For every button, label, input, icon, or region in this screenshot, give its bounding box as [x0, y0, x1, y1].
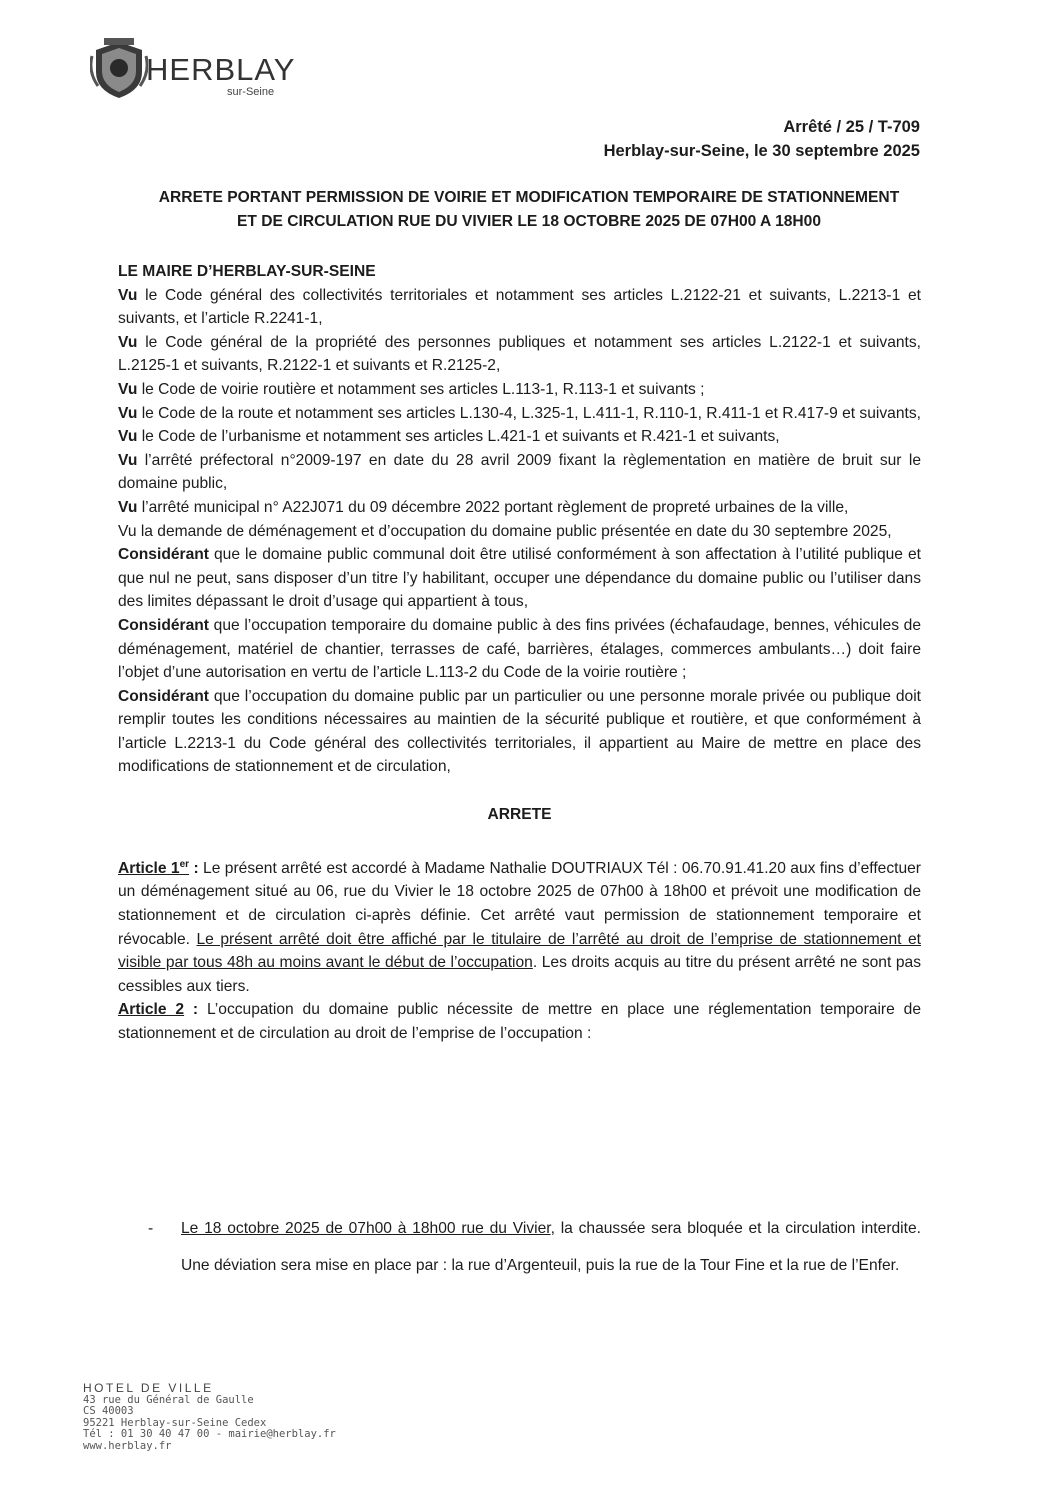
- preamble-text: le Code général des collectivités territoriales et notamment ses articles L.2122-21 et suivants, L.2213-1 et suivants, et l’article R.2241-1,: [118, 286, 921, 328]
- reference-block: [604, 115, 920, 163]
- preamble-lead: Vu: [118, 380, 138, 398]
- preamble-lead: Vu: [118, 498, 138, 516]
- preamble-text: Vu la demande de déménagement et d’occupation du domaine public présentée en date du 30 septembre 2025,: [118, 522, 892, 540]
- preamble-lead: Vu: [118, 333, 138, 351]
- article-1-label: Article 1er: [118, 858, 190, 877]
- preamble-text: que l’occupation temporaire du domaine public à des fins privées (échafaudage, bennes, véhicules de déménagement, matériel de chantier, terrasses de café, barrières, étalages, commerces ambulants…) doit faire l’objet d’une autorisation en vertu de l’article L.113-2 du Code de la voirie routière ;: [118, 616, 921, 682]
- preamble-item: [118, 425, 921, 449]
- preamble-text: l’arrêté préfectoral n°2009-197 en date du 28 avril 2009 fixant la règlementation en matière de bruit sur le domaine public,: [118, 451, 921, 493]
- footer-hotel-de-ville: HOTEL DE VILLE: [83, 1381, 214, 1395]
- article-2-text: L’occupation du domaine public nécessite de mettre en place une réglementation temporaire de stationnement et de circulation au droit de l’emprise de l’occupation :: [118, 1001, 921, 1042]
- arrete-heading: ARRETE: [487, 806, 552, 824]
- footer-cs: CS 40003: [83, 1405, 134, 1418]
- preamble-lead: Considérant: [118, 546, 209, 564]
- footer-contact: Tél : 01 30 40 47 00 - mairie@herblay.fr: [83, 1428, 336, 1441]
- title-line-2: ET DE CIRCULATION RUE DU VIVIER LE 18 OCTOBRE 2025 DE 07H00 A 18H00: [236, 213, 822, 230]
- arrete-reference: Arrêté / 25 / T-709: [783, 118, 920, 136]
- mayor-heading: LE MAIRE D’HERBLAY-SUR-SEINE: [118, 263, 376, 280]
- preamble-text: que l’occupation du domaine public par un particulier ou une personne morale privée ou publique doit remplir toutes les conditions nécessaires au maintien de la sécurité publique et routière, et que conformément à l’article L.2213-1 du Code général des collectivités territoriales, il appartient au Maire de mettre en place des modifications de stationnement et de circulation,: [118, 687, 921, 776]
- place-date: Herblay-sur-Seine, le 30 septembre 2025: [603, 142, 920, 160]
- article-2: Article 2 : L’occupation du domaine public nécessite de mettre en place une réglementation temporaire de stationnement et de circulation au droit de l’emprise de l’occupation :: [118, 1001, 921, 1042]
- preamble-item: [118, 614, 921, 685]
- list-dash: -: [148, 1220, 154, 1237]
- preamble-item: [118, 284, 921, 331]
- preamble-item: [118, 402, 921, 426]
- preamble-text: le Code général de la propriété des personnes publiques et notamment ses articles L.2122-1 et suivants, L.2125-1 et suivants, R.2122-1 et suivants et R.2125-2,: [118, 333, 921, 375]
- preamble-lead: Vu: [118, 404, 138, 422]
- herblay-logo: [90, 36, 330, 102]
- preamble-item: [118, 449, 921, 496]
- footer-website: www.herblay.fr: [83, 1439, 172, 1452]
- preamble-item: [118, 543, 921, 614]
- measure-date-place: Le 18 octobre 2025 de 07h00 à 18h00 rue du Vivier: [181, 1220, 551, 1237]
- article-1: Article 1er : Le présent arrêté est accordé à Madame Nathalie DOUTRIAUX Tél : 06.70.91.41.20 aux fins d’effectuer un déménagement situé au 06, rue du Vivier le 18 octobre 2025 de 07h00 à 18h00 et prévoit une modification de stationnement et de circulation ci-après définie. Cet arrêté vaut permission de stationnement temporaire et révocable. Le présent arrêté doit être affiché par le titulaire de l’arrêté au droit de l’emprise de stationnement et visible par tous 48h au moins avant le début de l’occupation. Les droits acquis au titre du présent arrêté ne sont pas cessibles aux tiers.: [118, 858, 921, 995]
- article-1-text: Le présent arrêté est accordé à Madame Nathalie DOUTRIAUX Tél : 06.70.91.41.20 aux fins d’effectuer un déménagement situé au 06, rue du Vivier le 18 octobre 2025 de 07h00 à 18h00 et prévoit une modification de stationnement et de circulation ci-après définie. Cet arrêté vaut permission de stationnement temporaire et révocable.: [118, 859, 921, 948]
- document-body: [118, 260, 921, 1046]
- article-2-label: Article 2: [118, 1001, 185, 1019]
- traffic-measure-item: [148, 1210, 921, 1284]
- document-title: [118, 186, 940, 234]
- preamble-text: que le domaine public communal doit être utilisé conformément à son affectation à l’utilité publique et que nul ne peut, sans disposer d’un titre l’y habilitant, occuper une dépendance du domaine public ou l’utiliser dans des limites dépassant le droit d’usage qui appartient à tous,: [118, 546, 921, 611]
- footer-street: 43 rue du Général de Gaulle: [83, 1393, 254, 1406]
- preamble-list: [118, 284, 921, 779]
- logo-name: HERBLAY: [146, 52, 296, 87]
- preamble-item: [118, 378, 921, 402]
- title-line-1: ARRETE PORTANT PERMISSION DE VOIRIE ET MODIFICATION TEMPORAIRE DE STATIONNEMENT: [158, 189, 900, 206]
- preamble-item: [118, 331, 921, 378]
- article-1-display-notice: Le présent arrêté doit être affiché par le titulaire de l’arrêté au droit de l’emprise de stationnement et visible par tous 48h au moins avant le début de l’occupation: [118, 930, 921, 972]
- measure-text: , la chaussée sera bloquée et la circulation interdite. Une déviation sera mise en place par : la rue d’Argenteuil, puis la rue de la Tour Fine et la rue de l’Enfer.: [181, 1220, 921, 1274]
- footer-address: [83, 1383, 336, 1453]
- footer-city: 95221 Herblay-sur-Seine Cedex: [83, 1416, 267, 1429]
- preamble-text: le Code de l’urbanisme et notamment ses articles L.421-1 et suivants et R.421-1 et suivants,: [137, 428, 780, 446]
- preamble-lead: Vu: [118, 286, 138, 304]
- logo-subtitle: sur-Seine: [227, 86, 275, 98]
- preamble-text: l’arrêté municipal n° A22J071 du 09 décembre 2022 portant règlement de propreté urbaines de la ville,: [137, 498, 849, 516]
- preamble-item: [118, 520, 921, 544]
- preamble-item: [118, 496, 921, 520]
- preamble-text: le Code de voirie routière et notamment ses articles L.113-1, R.113-1 et suivants ;: [137, 380, 705, 398]
- preamble-lead: Considérant: [118, 616, 209, 634]
- preamble-lead: Considérant: [118, 687, 209, 705]
- city-crest-icon: [90, 36, 148, 100]
- preamble-lead: Vu: [118, 451, 138, 469]
- preamble-item: [118, 685, 921, 779]
- preamble-lead: Vu: [118, 428, 138, 446]
- preamble-text: le Code de la route et notamment ses articles L.130-4, L.325-1, L.411-1, R.110-1, R.411-1 et R.417-9 et suivants,: [137, 404, 921, 422]
